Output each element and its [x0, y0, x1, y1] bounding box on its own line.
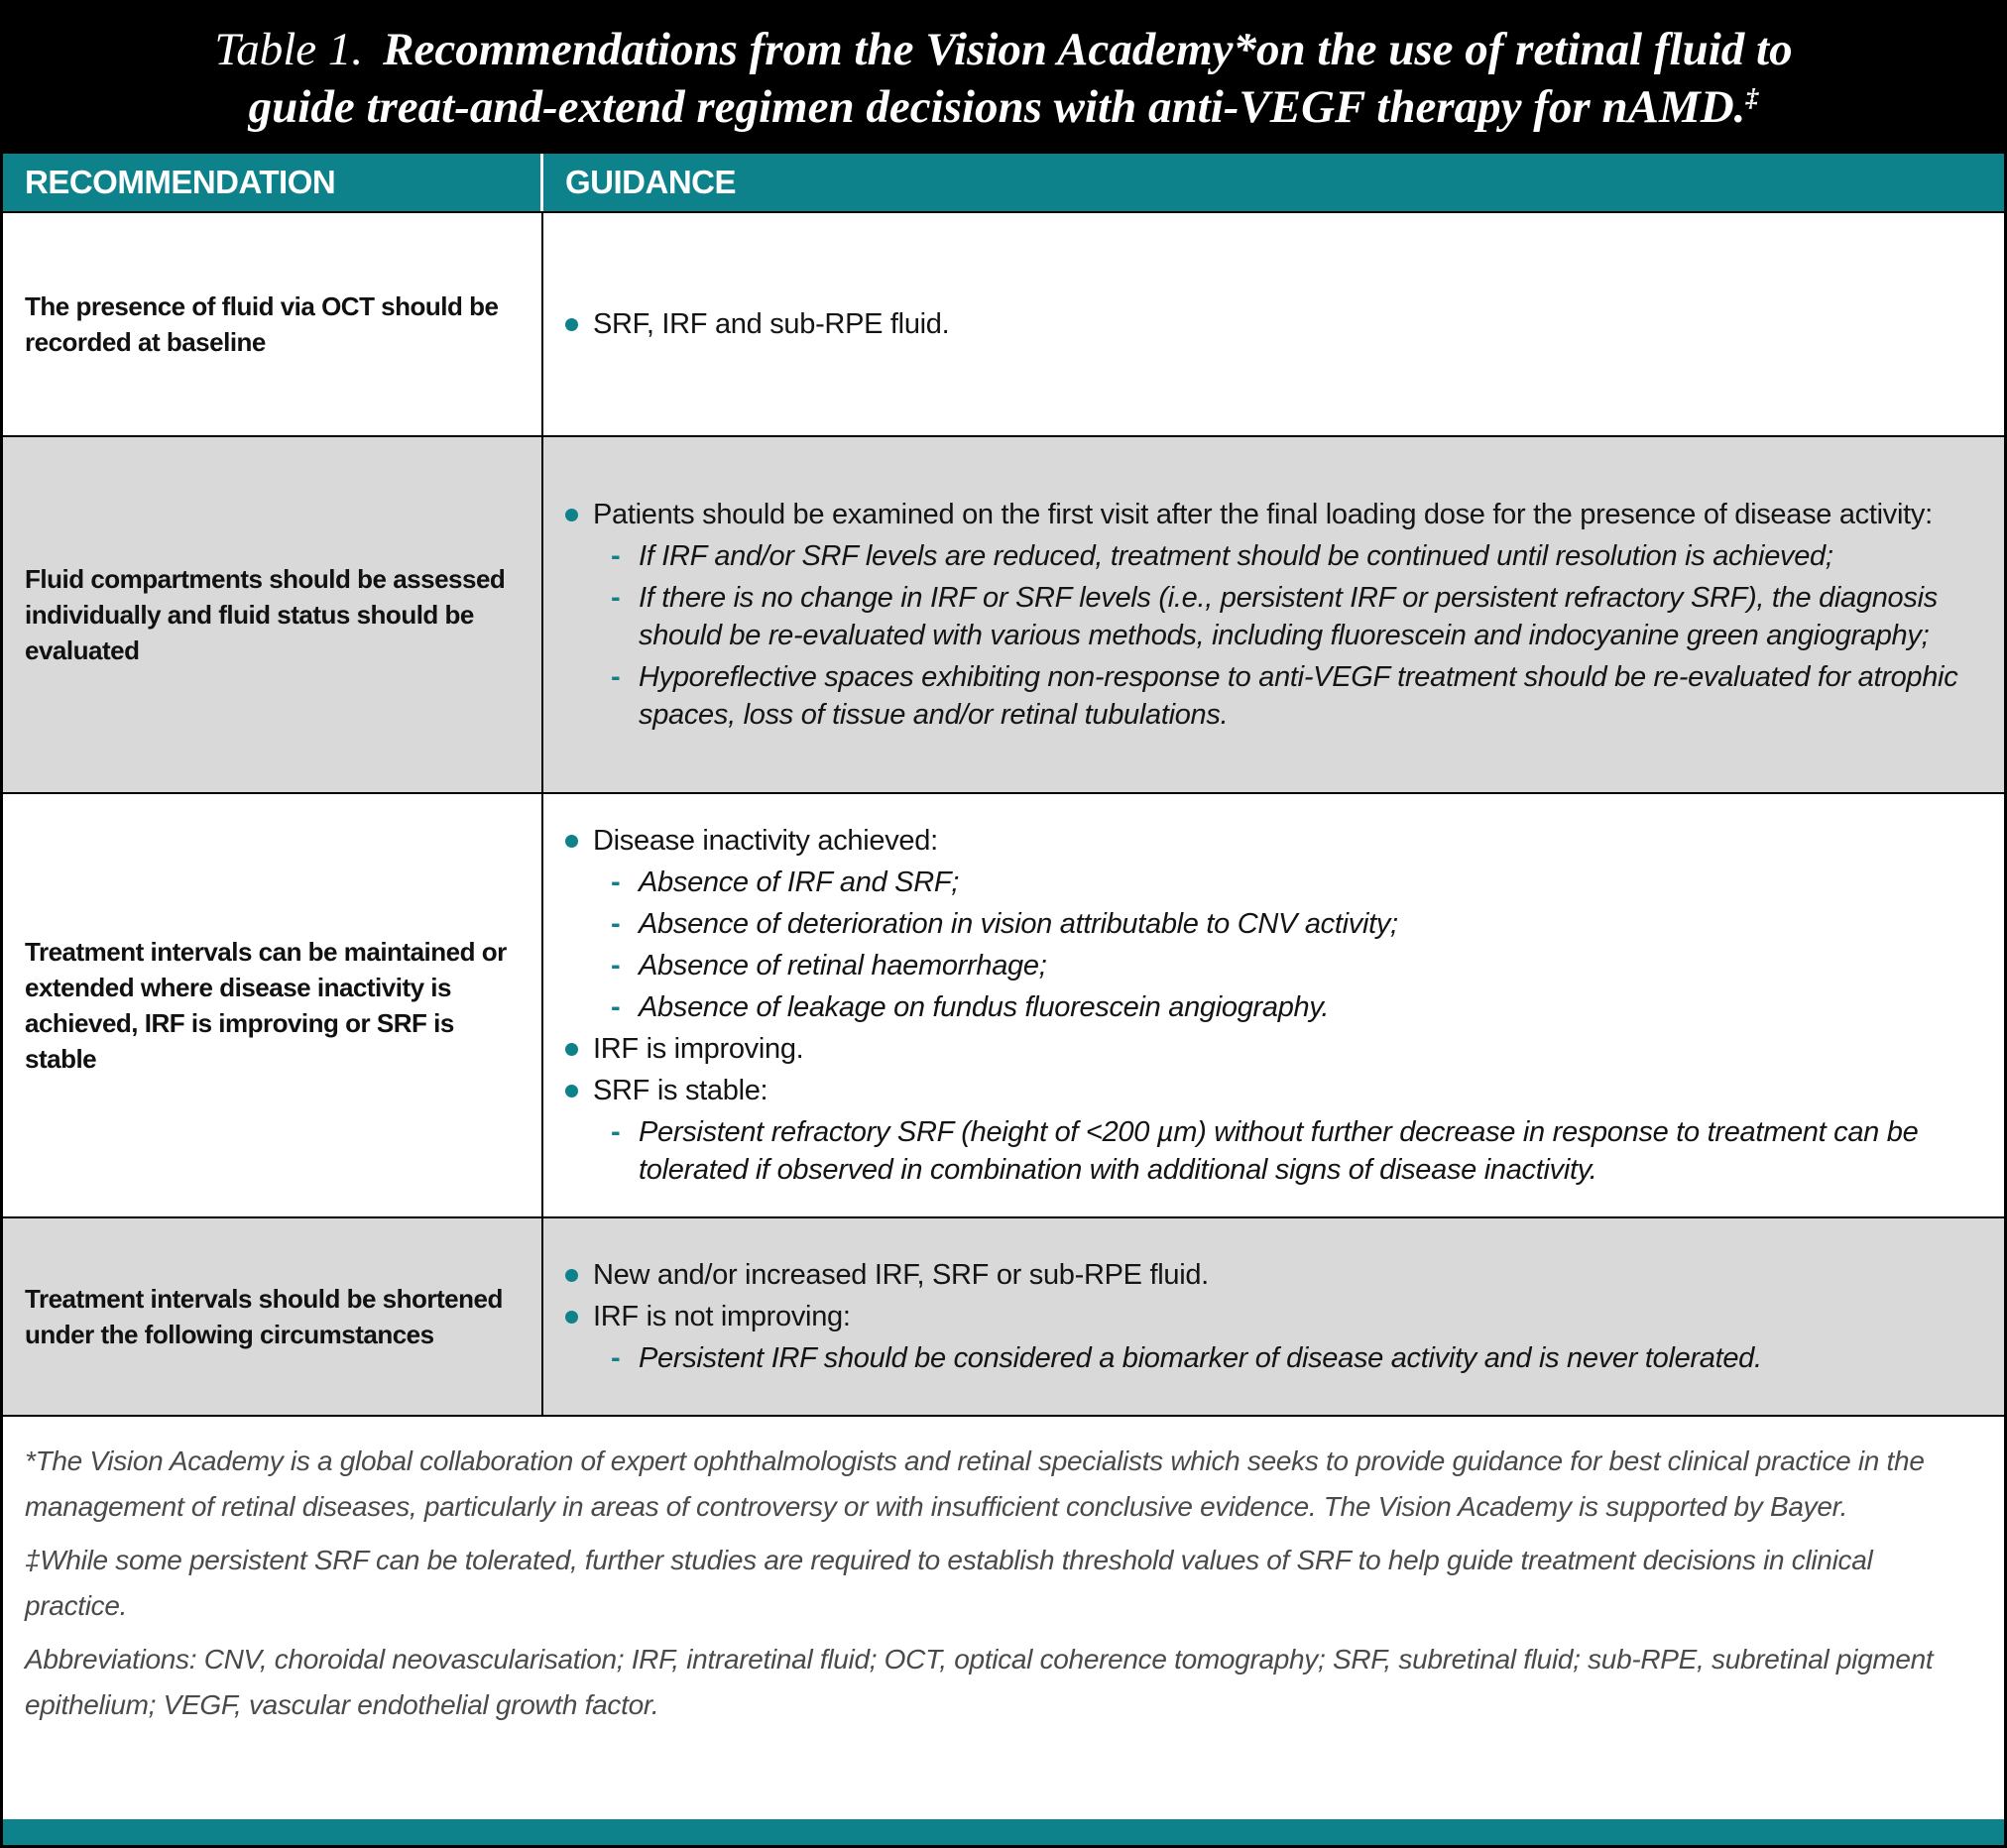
- recommendation-text: Treatment intervals can be maintained or extended where disease inactivity is achieved, IRF is improving or SRF is stable: [25, 937, 507, 1074]
- guidance-text: Absence of IRF and SRF;: [639, 866, 960, 898]
- guidance-text: Hyporeflective spaces exhibiting non-response to anti-VEGF treatment should be re-evaluated for atrophic spaces, loss of tissue and/or retinal tubulations.: [639, 661, 1958, 731]
- bullet-icon: [565, 509, 578, 521]
- dash-icon: -: [611, 582, 621, 614]
- guidance-cell: [543, 213, 2004, 435]
- recommendation-text: Treatment intervals should be shortened under the following circumstances: [25, 1284, 503, 1349]
- guidance-item-dash: [611, 947, 1974, 984]
- guidance-text: Absence of leakage on fundus fluorescein angiography.: [639, 991, 1330, 1023]
- table-title: [210, 21, 1797, 136]
- guidance-item-dash: [611, 1339, 1974, 1377]
- table-body: [3, 211, 2004, 1415]
- dash-icon: -: [611, 1116, 621, 1148]
- guidance-item-bullet: [565, 496, 1974, 533]
- guidance-text: If IRF and/or SRF levels are reduced, treatment should be continued until resolution is achieved;: [639, 540, 1833, 572]
- table-header-row: [3, 154, 2004, 211]
- table-row: [3, 435, 2004, 792]
- guidance-item-bullet: [565, 305, 1974, 343]
- bullet-icon: [565, 835, 578, 848]
- guidance-text: IRF is not improving:: [593, 1301, 851, 1332]
- guidance-text: Absence of retinal haemorrhage;: [639, 950, 1047, 982]
- table-title-text: Recommendations from the Vision Academy*on the use of retinal fluid to guide treat-and-extend regimen decisions with anti-VEGF therapy for nAMD.: [248, 24, 1793, 133]
- guidance-item-dash: [611, 537, 1974, 575]
- guidance-item-bullet: [565, 1030, 1974, 1068]
- guidance-item-dash: [611, 1113, 1974, 1189]
- table-row: [3, 792, 2004, 1216]
- dash-icon: -: [611, 661, 621, 693]
- dash-icon: -: [611, 866, 621, 898]
- guidance-item-bullet: [565, 1298, 1974, 1335]
- guidance-item-dash: [611, 579, 1974, 654]
- column-header-guidance: GUIDANCE: [565, 164, 737, 200]
- guidance-text: IRF is improving.: [593, 1033, 804, 1065]
- recommendation-cell: [3, 794, 543, 1216]
- guidance-item-bullet: [565, 1256, 1974, 1294]
- guidance-item-dash: [611, 988, 1974, 1026]
- guidance-text: Absence of deterioration in vision attributable to CNV activity;: [639, 908, 1398, 940]
- table-row: [3, 1216, 2004, 1415]
- guidance-item-bullet: [565, 822, 1974, 860]
- guidance-item-dash: [611, 658, 1974, 734]
- column-header-recommendation: RECOMMENDATION: [3, 154, 543, 211]
- bullet-icon: [565, 1085, 578, 1097]
- bullet-icon: [565, 1043, 578, 1056]
- recommendation-text: Fluid compartments should be assessed individually and fluid status should be evaluated: [25, 564, 506, 665]
- bullet-icon: [565, 1311, 578, 1324]
- recommendation-text: The presence of fluid via OCT should be recorded at baseline: [25, 291, 499, 357]
- recommendation-cell: [3, 1218, 543, 1415]
- guidance-text: SRF, IRF and sub-RPE fluid.: [593, 308, 950, 340]
- guidance-text: New and/or increased IRF, SRF or sub-RPE fluid.: [593, 1259, 1209, 1291]
- guidance-text: Persistent refractory SRF (height of <200 µm) without further decrease in response to treatment can be tolerated if observed in combination with additional signs of disease inactivity.: [639, 1116, 1919, 1186]
- table-title-footnote-mark: ‡: [1745, 82, 1759, 112]
- dash-icon: -: [611, 1342, 621, 1374]
- guidance-text: Patients should be examined on the first visit after the final loading dose for the presence of disease activity:: [593, 499, 1933, 530]
- bullet-icon: [565, 318, 578, 331]
- recommendation-cell: [3, 213, 543, 435]
- table-title-label: Table 1.: [214, 24, 364, 75]
- recommendations-table: [3, 154, 2004, 1415]
- footnotes-section: [3, 1415, 2004, 1819]
- dash-icon: -: [611, 950, 621, 982]
- guidance-text: Persistent IRF should be considered a biomarker of disease activity and is never tolerated.: [639, 1342, 1762, 1374]
- guidance-item-bullet: [565, 1072, 1974, 1109]
- guidance-text: SRF is stable:: [593, 1075, 768, 1106]
- guidance-cell: [543, 794, 2004, 1216]
- guidance-item-dash: [611, 864, 1974, 901]
- guidance-cell: [543, 437, 2004, 792]
- title-bar: [3, 3, 2004, 154]
- footnote: *The Vision Academy is a global collaboration of expert ophthalmologists and retinal specialists which seeks to provide guidance for best clinical practice in the management of retinal diseases, particularly in areas of controversy or with insufficient conclusive evidence. The Vision Academy is supported by Bayer.: [25, 1445, 1925, 1522]
- recommendation-cell: [3, 437, 543, 792]
- guidance-text: If there is no change in IRF or SRF levels (i.e., persistent IRF or persistent refractory SRF), the diagnosis should be re-evaluated with various methods, including fluorescein and indocyanine green angiography;: [639, 582, 1938, 651]
- dash-icon: -: [611, 991, 621, 1023]
- bottom-teal-bar: [3, 1819, 2004, 1845]
- guidance-text: Disease inactivity achieved:: [593, 825, 938, 857]
- guidance-cell: [543, 1218, 2004, 1415]
- dash-icon: -: [611, 540, 621, 572]
- dash-icon: -: [611, 908, 621, 940]
- table-row: [3, 211, 2004, 435]
- footnote: ‡While some persistent SRF can be tolerated, further studies are required to establish threshold values of SRF to help guide treatment decisions in clinical practice.: [25, 1545, 1873, 1621]
- bullet-icon: [565, 1269, 578, 1282]
- guidance-item-dash: [611, 905, 1974, 943]
- footnote: Abbreviations: CNV, choroidal neovascularisation; IRF, intraretinal fluid; OCT, optical coherence tomography; SRF, subretinal fluid; sub-RPE, subretinal pigment epithelium; VEGF, vascular endothelial growth factor.: [25, 1644, 1934, 1720]
